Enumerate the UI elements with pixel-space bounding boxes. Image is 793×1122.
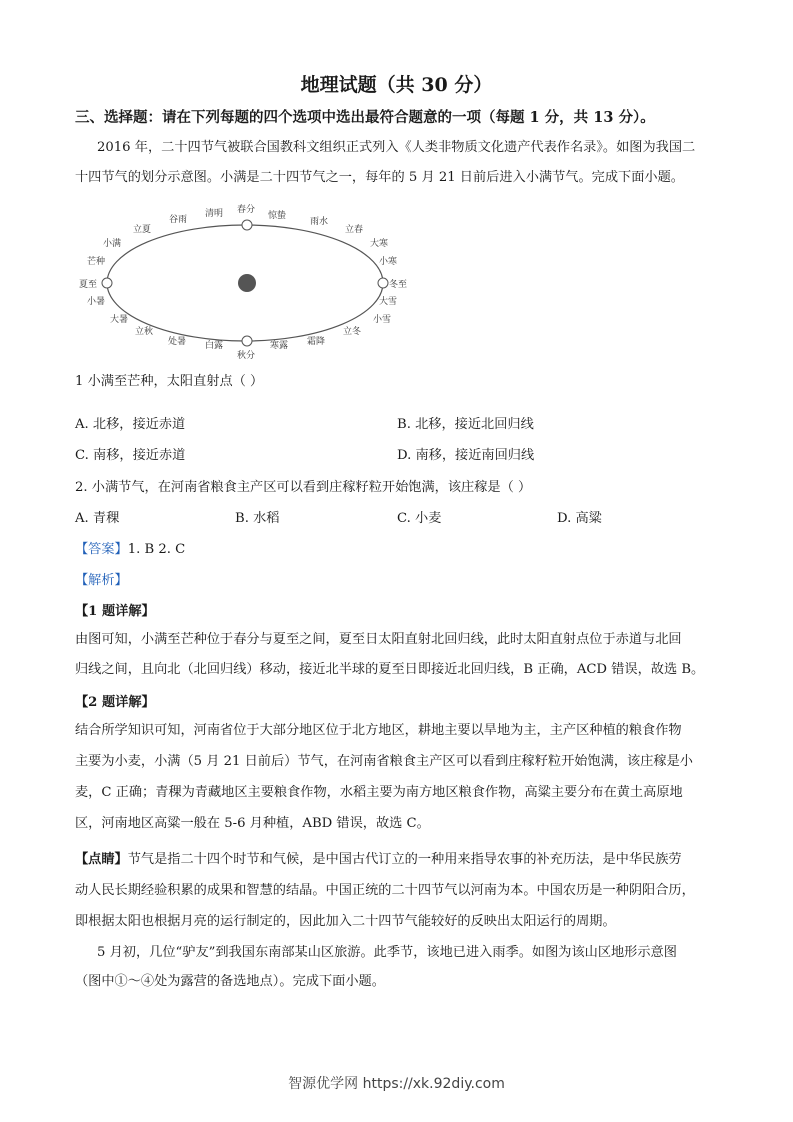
term-xiaoshu: 小暑 (87, 297, 106, 307)
question-2-option-a: A. 青稞 (75, 511, 120, 526)
detail-2-tag: 【2 题详解】 (75, 695, 155, 710)
term-xiaohan: 小寒 (379, 257, 398, 267)
question-1-stem: 1 小满至芒种，太阳直射点（ ） (75, 374, 264, 389)
question-2-option-d: D. 高粱 (557, 511, 602, 526)
term-lixia: 立夏 (133, 225, 152, 235)
detail-1-line-1: 由图可知，小满至芒种位于春分与夏至之间，夏至日太阳直射北回归线，此时太阳直射点位于赤道与北回 (75, 632, 682, 647)
earth-summer-icon (102, 278, 112, 288)
detail-2-line-2: 主要为小麦，小满（5 月 21 日前后）节气，在河南省粮食主产区可以看到庄稼籽粒开始饱满，该庄稼是小 (75, 754, 693, 769)
dianjing-tag: 【点睛】 (75, 852, 128, 867)
earth-winter-icon (378, 278, 388, 288)
term-dongzhi: 冬至 (389, 280, 408, 290)
term-bailu: 白露 (205, 341, 224, 351)
question-1-option-d: D. 南移，接近南回归线 (397, 448, 535, 463)
dianjing-line-3: 即根据太阳也根据月亮的运行制定的，因此加入二十四节气能较好的反映出太阳运行的周期。 (75, 914, 616, 929)
earth-spring-icon (242, 220, 252, 230)
answer-line (75, 538, 185, 557)
question-1-option-c: C. 南移，接近赤道 (75, 448, 186, 463)
term-dashu: 大暑 (110, 315, 129, 325)
intro-line-2: 十四节气的划分示意图。小满是二十四节气之一，每年的 5 月 21 日前后进入小满节气。完成下面小题。 (75, 170, 684, 185)
term-chunfen: 春分 (237, 205, 256, 215)
dianjing-line-2: 动人民长期经验积累的成果和智慧的结晶。中国正统的二十四节气以河南为本。中国农历是一种阴阳合历， (75, 883, 695, 898)
detail-1-line-2: 归线之间，且向北（北回归线）移动，接近北半球的夏至日即接近北回归线，B 正确，ACD 错误，故选 B。 (75, 662, 705, 677)
term-xiazhi: 夏至 (79, 280, 98, 290)
detail-2-line-3: 麦，C 正确；青稞为青藏地区主要粮食作物，水稻主要为南方地区粮食作物，高粱主要分布在黄土高原地 (75, 785, 683, 800)
term-jingzhe: 惊蛰 (268, 211, 287, 221)
term-lichun: 立春 (345, 225, 364, 235)
earth-autumn-icon (242, 336, 252, 346)
term-qiufen: 秋分 (237, 351, 256, 361)
question-2-stem: 2. 小满节气，在河南省粮食主产区可以看到庄稼籽粒开始饱满，该庄稼是（ ） (75, 480, 532, 495)
term-hanlu: 寒露 (270, 341, 289, 351)
detail-1-tag: 【1 题详解】 (75, 604, 155, 619)
question-2-option-b: B. 水稻 (235, 511, 280, 526)
question-1-option-b: B. 北移，接近北回归线 (397, 417, 534, 432)
question-1-option-a: A. 北移，接近赤道 (75, 417, 186, 432)
term-daxue: 大雪 (379, 297, 398, 307)
answer-tag: 【答案】 (75, 542, 128, 557)
footer-watermark: 智源优学网 https://xk.92diy.com (288, 1076, 505, 1092)
detail-2-line-1: 结合所学知识可知，河南省位于大部分地区位于北方地区，耕地主要以旱地为主，主产区种植的粮食作物 (75, 723, 682, 738)
term-liqiu: 立秋 (135, 327, 154, 337)
dianjing-line-1 (75, 848, 682, 872)
dianjing-text-1: 节气是指二十四个时节和气候，是中国古代订立的一种用来指导农事的补充历法，是中华民族劳 (127, 852, 682, 867)
term-qingming: 清明 (205, 209, 224, 219)
term-dahan: 大寒 (370, 239, 389, 249)
term-lidong: 立冬 (343, 327, 362, 337)
question-2-option-c: C. 小麦 (397, 511, 442, 526)
analysis-tag: 【解析】 (75, 573, 128, 588)
detail-2-line-4: 区，河南地区高粱一般在 5-6 月种植，ABD 错误，故选 C。 (75, 816, 430, 831)
term-yushui: 雨水 (310, 217, 329, 227)
page-title: 地理试题（共 30 分） (300, 74, 493, 96)
section-heading: 三、选择题：请在下列每题的四个选项中选出最符合题意的一项（每题 1 分，共 13 分）。 (75, 109, 655, 126)
solar-terms-diagram (75, 198, 415, 363)
next-intro-line-2: （图中①～④处为露营的备选地点）。完成下面小题。 (75, 974, 385, 989)
term-mangzhong: 芒种 (87, 257, 106, 267)
answer-text: 1. B 2. C (127, 542, 186, 557)
term-shuangjiang: 霜降 (307, 337, 326, 347)
term-chushu: 处暑 (168, 337, 187, 347)
sun-icon (238, 274, 256, 292)
term-guyu: 谷雨 (169, 215, 188, 225)
term-xiaoxue: 小雪 (373, 315, 392, 325)
next-intro-line-1: 5 月初，几位“驴友”到我国东南部某山区旅游。此季节，该地已进入雨季。如图为该山区地形示意图 (97, 945, 677, 960)
term-xiaoman: 小满 (103, 239, 122, 249)
intro-line-1: 2016 年，二十四节气被联合国教科文组织正式列入《人类非物质文化遗产代表作名录》。如图为我国二 (97, 140, 696, 155)
